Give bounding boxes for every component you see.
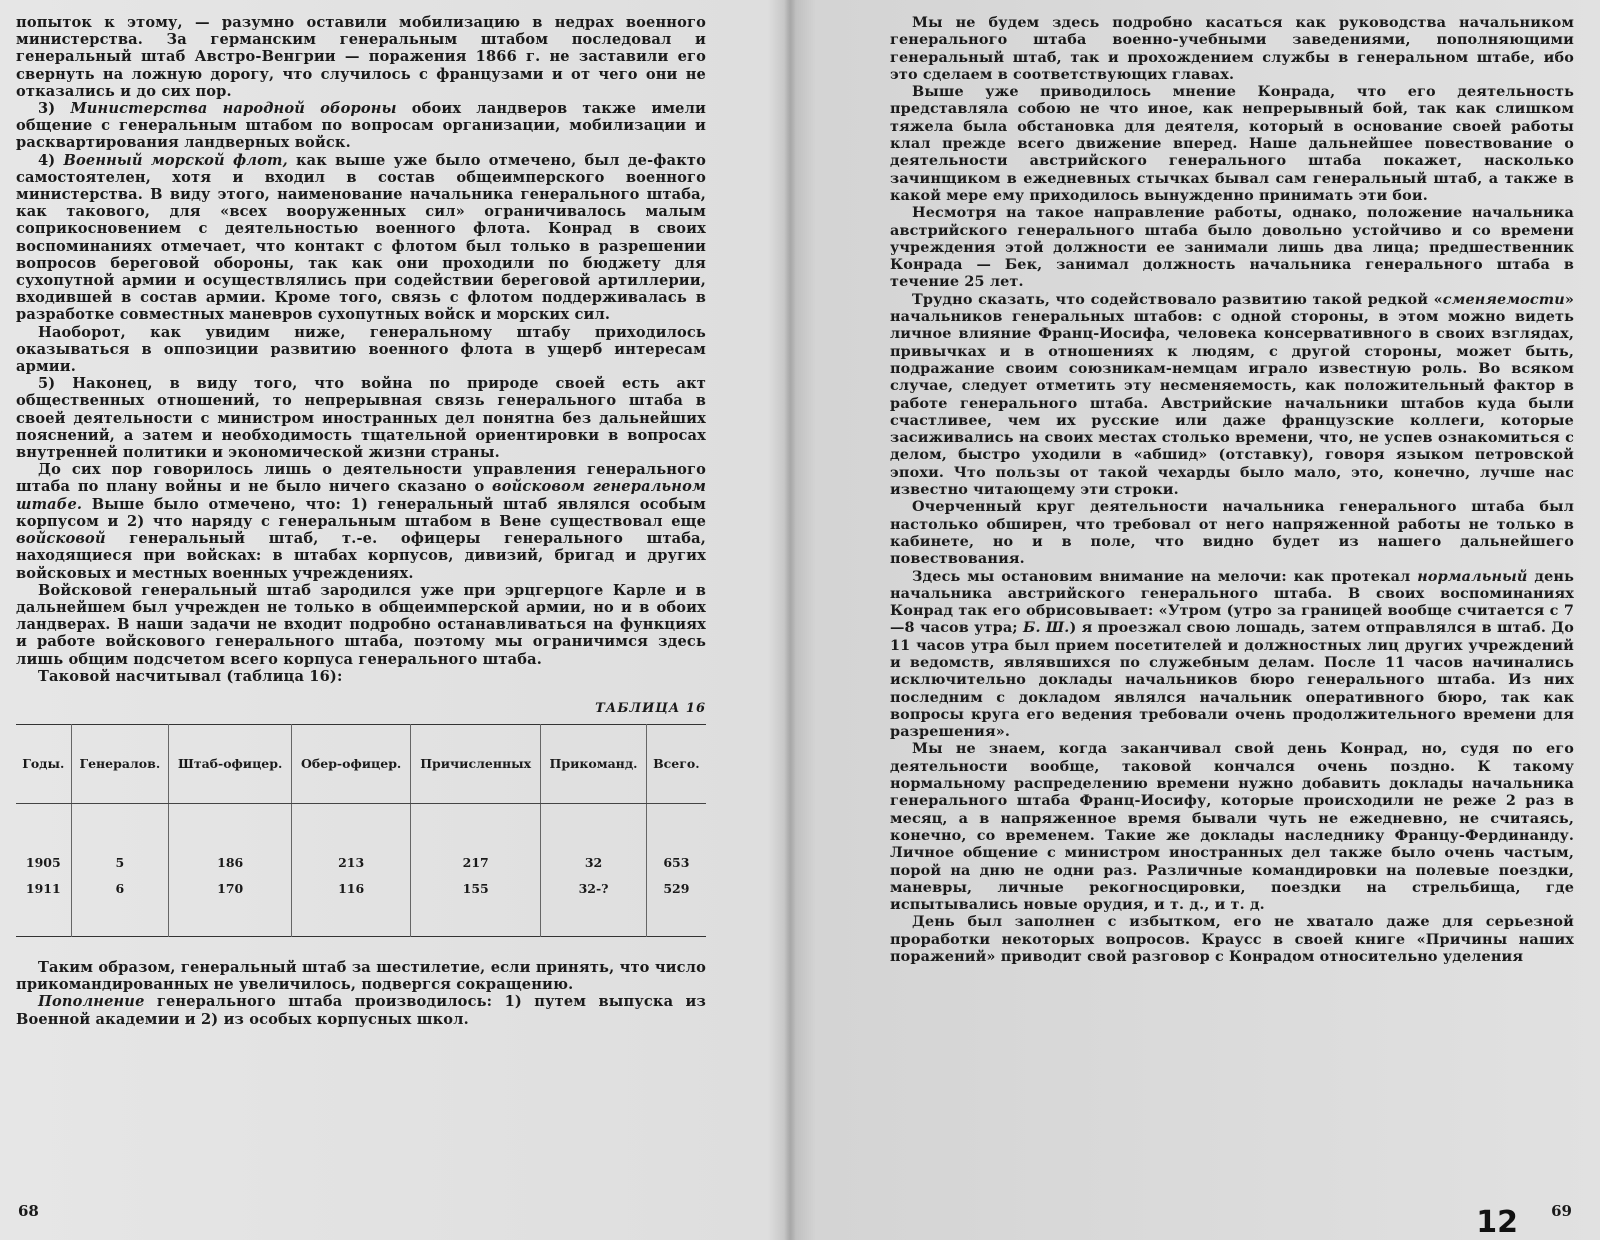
text-run: Мы не знаем, когда заканчивал свой день Конрад, но, судя по его деятельности вообще, таковой кончался очень поздно. К такому нормальному распределению времени нужно добавить доклады начальника генерального штаба Франц-Иосифу, которые происходили не реже 2 раз в месяц, а в напряженное время бывали чуть не ежедневно, не считаясь, конечно, со временем. Такие же доклады наследнику Францу-Фердинанду. Личное общение с министром иностранных дел также было очень частым, порой на дню не одни раз. Различные командировки на полевые поездки, маневры, личные рекогносцировки, поездки на стрельбища, где испытывались новые орудия, и т. д., и т. д. [890,740,1574,914]
table-header-cell: Обер-офицер. [292,724,411,803]
paragraph [890,740,1574,913]
table-spacer-cell [411,803,541,850]
paragraph [16,461,706,581]
table-header-cell: Годы. [16,724,71,803]
table-spacer-cell [16,803,71,850]
emphasized-text: Пополнение [38,993,145,1011]
table-cell: 116 [292,876,411,937]
page-number-right: 69 [1551,1202,1572,1220]
book-gutter [784,0,796,1240]
text-run: попыток к этому, — разумно оставили мобилизацию в недрах военного министерства. За германским генеральным штабом последовал и генеральный штаб Австро-Венгрии — поражения 1866 г. не заставили его свернуть на ложную дорогу, что случилось с французами и от чего они не отказались и до сих пор. [16,14,706,100]
paragraph [16,582,706,668]
text-run: Трудно сказать, что содействовало развитию такой редкой « [912,290,1443,308]
table-header-row [16,724,706,803]
table-cell: 186 [169,850,292,876]
table-header-cell: Генералов. [71,724,168,803]
table-cell: 32 [541,850,646,876]
text-run: как выше уже было отмечено, был де-факто самостоятелен, хотя и входил в состав общеимперского военного министерства. В виду этого, наименование начальника генерального штаба, как такового, для «всех вооруженных сил» ограничивалось малым соприкосновением с деятельностью военного флота. Конрад в своих воспоминаниях отмечает, что контакт с флотом был только в разрешении вопросов береговой обороны, так как они проходили по бюджету для сухопутной армии и осуществлялись при содействии береговой артиллерии, входившей в состав армии. Кроме того, связь с флотом поддерживалась в разработке совместных маневров сухопутных войск и морских сил. [16,151,706,324]
paragraph [16,668,706,685]
paragraph [16,14,706,100]
paragraph [890,14,1574,83]
text-run: Здесь мы остановим внимание на мелочи: как протекал [912,567,1418,585]
paragraph [16,375,706,461]
paragraph [16,324,706,376]
text-run: генеральный штаб, т.-е. офицеры генерального штаба, находящиеся при войсках: в штабах корпусов, дивизий, бригад и других войсковых и местных военных учреждениях. [16,530,706,582]
table-cell: 170 [169,876,292,937]
emphasized-text: Б. Ш. [1023,619,1070,637]
table-header-cell: Причисленных [411,724,541,803]
table-spacer-cell [71,803,168,850]
emphasized-text: войсковой [16,530,106,548]
left-page [16,14,706,1224]
text-run: Мы не будем здесь подробно касаться как руководства начальником генерального штаба военно-учебными заведениями, пополняющими генеральный штаб, так и прохождением службы в генеральном штабе, ибо это сделаем в соответствующих главах. [890,14,1574,83]
text-run: 5) Наконец, в виду того, что война по природе своей есть акт общественных отношений, то непрерывная связь генерального штаба в своей деятельности с министром иностранных дел понятна без дальнейших пояснений, а затем и необходимость тщательной ориентировки в вопросах внутренней политики и экономической жизни страны. [16,375,706,462]
text-run: Наоборот, как увидим ниже, генеральному штабу приходилось оказываться в оппозиции развитию военного флота в ущерб интересам армии. [16,323,706,376]
text-run: 3) [38,100,71,118]
paragraph [890,913,1574,965]
table-cell: 5 [71,850,168,876]
table-cell: 653 [663,854,690,870]
table-spacer-row [16,803,706,850]
table-header-cell: Штаб-офицер. [169,724,292,803]
table-cell: 217 [411,850,541,876]
right-page-text [890,14,1574,965]
emphasized-text: войсковом генеральном штабе. [16,478,706,513]
emphasized-text: Военный морской флот, [63,151,288,169]
table-header-cell: Прикоманд. [541,724,646,803]
paragraph [890,568,1574,741]
table-caption: ТАБЛИЦА 16 [595,700,706,716]
paragraph [890,83,1574,204]
paragraph [16,100,706,152]
emphasized-text: Министерства народной обороны [70,100,397,118]
text-run: 4) [38,151,64,169]
general-staff-table [16,724,706,937]
text-run: ) я проезжал свою лошадь, затем отправлялся в штаб. До 11 часов утра был прием посетителей и должностных лиц других учреждений и ведомств, являвшихся по служебным делам. После 11 часов начинались исключительно доклады начальников бюро генерального штаба. Из них последним с докладом являлся начальник оперативного бюро, так как вопросы круга его ведения требовали очень продолжительного времени для разрешения». [890,619,1574,741]
handwritten-page-mark: 12 [1476,1205,1518,1240]
table-spacer-cell [169,803,292,850]
emphasized-text: нормальный [1417,567,1528,585]
text-run: Таким образом, генеральный штаб за шестилетие, если принять, что число прикомандированных не увеличилось, подвергся сокращению. [16,958,706,994]
text-run: Очерченный круг деятельности начальника генерального штаба был настолько обширен, что требовал от него напряженной работы не только в кабинете, но и в поле, что видно будет из нашего дальнейшего повествования. [890,498,1574,568]
text-run: Выше уже приводилось мнение Конрада, что его деятельность представляла собою не что иное, как непрерывный бой, так как слишком тяжела была обстановка для деятеля, который в основание своей работы клал прежде всего движение вперед. Наше дальнейшее повествование о деятельности австрийского генерального штаба покажет, насколько зачинщиком в ежедневных стычках бывал сам генеральный штаб, а также в какой мере ему приходилось вынужденно принимать эти бои. [890,83,1574,204]
text-run: день начальника австрийского генерального штаба. В своих воспоминаниях Конрад так его обрисовывает: «Утром (утро за границей вообще считается с 7—8 часов утра; [890,567,1575,637]
text-run: День был заполнен с избытком, его не хватало даже для серьезной проработки некоторых вопросов. Краусс в своей книге «Причины наших поражений» приводит свой разговор с Конрадом относительно уделения [890,913,1574,966]
left-page-text [16,14,706,685]
text-run: Несмотря на такое направление работы, однако, положение начальника австрийского генерального штаба было довольно устойчиво и со времени учреждения этой должности ее занимали лишь два лица; предшественник Конрада — Бек, занимал должность начальника генерального штаба в течение 25 лет. [890,204,1574,291]
table-spacer-cell [541,803,646,850]
text-run: Войсковой генеральный штаб зародился уже при эрцгерцоге Карле и в дальнейшем был учрежден не только в общеимперской армии, но и в обоих ландверах. В наши задачи не входит подробно останавливаться на функциях и работе войскового генерального штаба, поэтому мы ограничимся здесь лишь общим подсчетом всего корпуса генерального штаба. [16,581,706,668]
table-cell: 213 [292,850,411,876]
paragraph [890,498,1574,567]
table-cell: 32-? [541,876,646,937]
text-run: » начальников генеральных штабов: с одной стороны, в этом можно видеть личное влияние Франц-Иосифа, человека консервативного в своих взглядах, привычках и в отношениях к людям, с другой стороны, может быть, подражание своим союзникам-немцам играло известную роль. Во всяком случае, следует отметить эту несменяемость, как положительный фактор в работе генерального штаба. Австрийские начальники штабов куда были счастливее, чем их русские или даже французские коллеги, которые засиживались на своих местах столько времени, что, не успев ознакомиться с делом, быстро уходили в «абшид» (отставку), говоря языком петровской эпохи. Что пользы от такой чехарды было мало, это, конечно, лучше нас известно читающему эти строки. [890,290,1574,499]
right-page [890,14,1574,1224]
text-run: До сих пор говорилось лишь о деятельности управления генерального штаба по плану войны и не было ничего сказано о [16,461,706,496]
text-run: Выше было отмечено, что: 1) генеральный штаб являлся особым корпусом и 2) что наряду с генеральным штабом в Вене существовал еще [16,495,706,530]
text-run: Таковой насчитывал (таблица 16): [38,667,343,685]
text-run: генерального штаба производилось: 1) путем выпуска из Военной академии и 2) из особых корпусных школ. [16,993,706,1028]
table-cell: 6 [71,876,168,937]
paragraph [890,291,1574,499]
paragraph [16,993,706,1027]
emphasized-text: сменяемости [1442,290,1565,308]
left-page-closing-text [16,959,706,1028]
table-spacer-cell [646,803,706,850]
text-run: обоих ландверов также имели общение с генеральным штабом по вопросам организации, мобилизации и расквартирования ландверных войск. [16,100,706,152]
table-row [16,850,706,876]
paragraph [16,152,706,324]
table-body [16,803,706,936]
table-header-cell: Всего. [646,724,706,803]
table-cell: 155 [411,876,541,937]
page-number-left: 68 [18,1202,39,1220]
paragraph [16,959,706,993]
table-cell: 1911 [16,876,71,937]
table-row [16,876,706,937]
paragraph [890,204,1574,290]
table-spacer-cell [292,803,411,850]
table-cell: 529 [663,880,690,896]
table-cell: 1905 [16,850,71,876]
